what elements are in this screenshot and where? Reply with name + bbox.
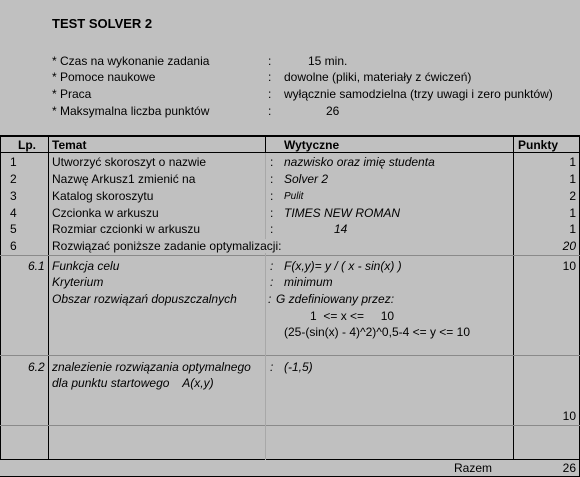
info-value-aids: dowolne (pliki, materiały z ćwiczeń) bbox=[284, 70, 472, 84]
col-divider bbox=[265, 153, 266, 460]
constraint-x: 1 <= x <= 10 bbox=[310, 309, 395, 323]
row-sep: : bbox=[270, 189, 274, 203]
header-lp: Lp. bbox=[18, 138, 36, 152]
sub-temat: znalezienie rozwiązania optymalnego bbox=[52, 360, 251, 374]
row-punkty: 1 bbox=[569, 206, 576, 220]
sub-lp: 6.1 bbox=[28, 259, 45, 273]
sub-wytyczne: minimum bbox=[284, 275, 333, 289]
row-wytyczne: Solver 2 bbox=[284, 172, 329, 186]
header-punkty: Punkty bbox=[518, 138, 559, 152]
header-temat: Temat bbox=[52, 138, 87, 152]
row-lp: 2 bbox=[10, 172, 17, 186]
col-border-left bbox=[0, 135, 1, 460]
row-temat: Katalog skoroszytu bbox=[52, 189, 154, 203]
sub-temat: Obszar rozwiązań dopuszczalnych bbox=[52, 292, 237, 306]
sub-temat: dla punktu startowego A(x,y) bbox=[52, 376, 214, 390]
info-value-time: 15 min. bbox=[308, 54, 348, 68]
row-lp: 3 bbox=[10, 189, 17, 203]
test-title: TEST SOLVER 2 bbox=[52, 16, 153, 31]
row-punkty: 1 bbox=[569, 222, 576, 236]
total-label: Razem bbox=[454, 461, 493, 475]
info-label-work: * Praca bbox=[52, 87, 92, 101]
row-lp: 1 bbox=[10, 155, 17, 169]
sub-temat: Funkcja celu bbox=[52, 259, 120, 273]
row-punkty: 1 bbox=[569, 155, 576, 169]
info-label-time: * Czas na wykonanie zadania bbox=[52, 54, 210, 68]
row-temat: Czcionka w arkuszu bbox=[52, 206, 159, 220]
row-wytyczne: nazwisko oraz imię studenta bbox=[284, 155, 435, 169]
row-sep: : bbox=[268, 292, 272, 306]
row-lp: 6 bbox=[10, 239, 17, 253]
info-label-max-points: * Maksymalna liczba punktów bbox=[52, 104, 210, 118]
row-wytyczne: TIMES NEW ROMAN bbox=[284, 206, 400, 220]
row-sep: : bbox=[270, 259, 274, 273]
col-border-temat-header bbox=[265, 135, 266, 153]
constraint-y: (25-(sin(x) - 4)^2)^0,5-4 <= y <= 10 bbox=[284, 325, 470, 339]
sub-wytyczne: (-1,5) bbox=[284, 360, 313, 374]
row-temat: Nazwę Arkusz1 zmienić na bbox=[52, 172, 196, 186]
info-value-max-points: 26 bbox=[326, 104, 340, 118]
row-sep: : bbox=[270, 275, 274, 289]
row-punkty: 2 bbox=[569, 189, 576, 203]
row-temat: Rozwiązać poniższe zadanie optymalizacji: bbox=[52, 239, 282, 253]
sub-temat: Kryterium bbox=[52, 275, 104, 289]
header-bottom-border bbox=[0, 152, 580, 153]
sub-lp: 6.2 bbox=[28, 360, 45, 374]
row-punkty: 1 bbox=[569, 172, 576, 186]
info-colon: : bbox=[268, 54, 272, 68]
sub-punkty: 10 bbox=[562, 409, 576, 423]
sub-wytyczne: G zdefiniowany przez: bbox=[276, 292, 395, 306]
row-divider bbox=[0, 425, 580, 426]
info-colon: : bbox=[268, 104, 272, 118]
row-sep: : bbox=[270, 222, 274, 236]
row-divider bbox=[0, 255, 580, 256]
row-wytyczne: 14 bbox=[334, 222, 348, 236]
header-wytyczne: Wytyczne bbox=[284, 138, 340, 152]
col-border-lp bbox=[48, 135, 49, 460]
table-top-border bbox=[0, 135, 580, 137]
info-colon: : bbox=[268, 70, 272, 84]
sub-punkty: 10 bbox=[562, 259, 576, 273]
row-temat: Rozmiar czcionki w arkuszu bbox=[52, 222, 201, 236]
info-label-aids: * Pomoce naukowe bbox=[52, 70, 156, 84]
info-colon: : bbox=[268, 87, 272, 101]
info-value-work: wyłącznie samodzielna (trzy uwagi i zero punktów) bbox=[284, 87, 553, 101]
row-sep: : bbox=[270, 360, 274, 374]
col-border-wytyczne bbox=[513, 135, 514, 460]
row-lp: 5 bbox=[10, 222, 17, 236]
row-temat: Utworzyć skoroszyt o nazwie bbox=[52, 155, 207, 169]
row-wytyczne: Pulit bbox=[284, 191, 304, 202]
total-value: 26 bbox=[562, 461, 576, 475]
row-lp: 4 bbox=[10, 206, 17, 220]
sub-wytyczne: F(x,y)= y / ( x - sin(x) ) bbox=[284, 259, 402, 273]
row-sep: : bbox=[270, 155, 274, 169]
row-sep: : bbox=[270, 172, 274, 186]
table-bottom-border bbox=[0, 459, 580, 460]
row-sep: : bbox=[270, 206, 274, 220]
row-punkty: 20 bbox=[562, 239, 576, 253]
row-divider bbox=[0, 355, 580, 356]
